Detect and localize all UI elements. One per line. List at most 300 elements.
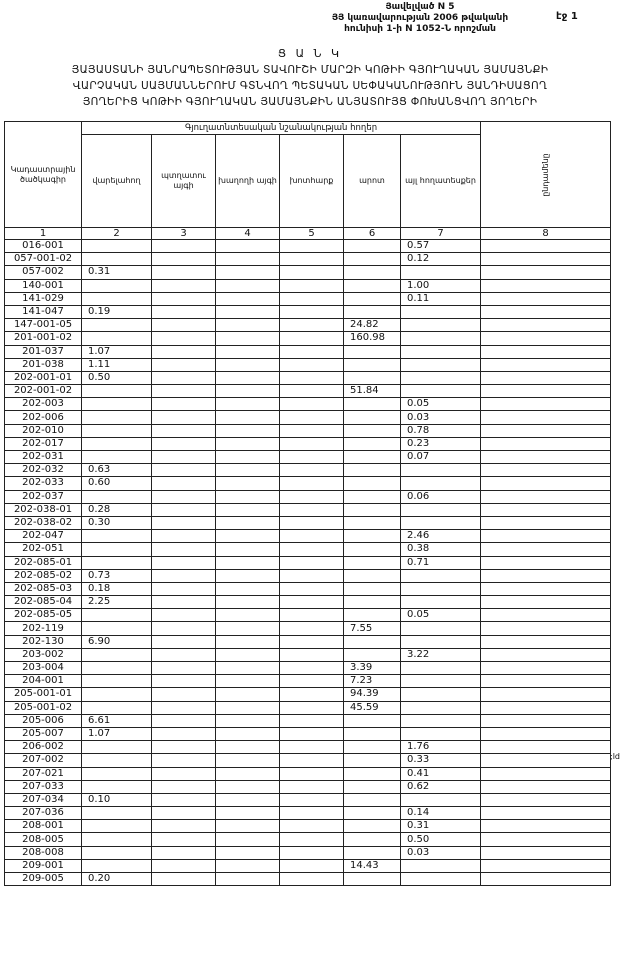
total-cell [481, 793, 611, 806]
cadastral-code-cell: 202-033 [5, 477, 82, 490]
hayfield-cell [280, 253, 344, 266]
arable-cell [82, 846, 152, 859]
total-cell [481, 859, 611, 872]
pasture-cell [344, 490, 401, 503]
total-cell [481, 609, 611, 622]
header-hayfield: խոտհարք [280, 135, 344, 228]
pasture-cell [344, 253, 401, 266]
pasture-cell [344, 754, 401, 767]
hayfield-cell [280, 292, 344, 305]
total-cell [481, 437, 611, 450]
hayfield-cell [280, 530, 344, 543]
cadastral-code-cell: 202-047 [5, 530, 82, 543]
table-row [5, 240, 611, 253]
orchard-cell [152, 451, 216, 464]
cadastral-code-cell: 202-001-02 [5, 385, 82, 398]
orchard-cell [152, 846, 216, 859]
table-row [5, 477, 611, 490]
cadastral-code-cell: 202-085-04 [5, 596, 82, 609]
table-row [5, 793, 611, 806]
other-land-cell [401, 859, 481, 872]
total-cell [481, 240, 611, 253]
total-cell [481, 688, 611, 701]
orchard-cell [152, 780, 216, 793]
vineyard-cell [216, 662, 280, 675]
orchard-cell [152, 319, 216, 332]
vineyard-cell [216, 424, 280, 437]
title-line-2: ՎԱՐՉԱԿԱՆ ՍԱՅՄԱՆՆԵՐՈՒՄ ԳՏՆՎՈՂ ՊԵՏԱԿԱՆ ՍԵՓԱԿԱՆՈՒԹՅՈՒՆ ՅԱՆԴԻՍԱՑՈՂ [72, 80, 548, 92]
cadastral-code-cell: 201-037 [5, 345, 82, 358]
hayfield-cell [280, 490, 344, 503]
table-row [5, 543, 611, 556]
table-row [5, 859, 611, 872]
other-land-cell [401, 596, 481, 609]
hayfield-cell [280, 385, 344, 398]
other-land-cell: 1.00 [401, 279, 481, 292]
cadastral-code-cell: 202-119 [5, 622, 82, 635]
vineyard-cell [216, 807, 280, 820]
vineyard-cell [216, 398, 280, 411]
vineyard-cell [216, 596, 280, 609]
hayfield-cell [280, 754, 344, 767]
table-row [5, 556, 611, 569]
other-land-cell [401, 385, 481, 398]
pasture-cell: 160.98 [344, 332, 401, 345]
header-total-label: ընդամենը [540, 152, 550, 197]
cadastral-code-cell: 141-029 [5, 292, 82, 305]
other-land-cell: 0.78 [401, 424, 481, 437]
table-row [5, 596, 611, 609]
vineyard-cell [216, 385, 280, 398]
table-row [5, 266, 611, 279]
hayfield-cell [280, 793, 344, 806]
total-cell [481, 582, 611, 595]
arable-cell: 1.07 [82, 345, 152, 358]
total-cell [481, 714, 611, 727]
hayfield-cell [280, 780, 344, 793]
arable-cell [82, 556, 152, 569]
other-land-cell: 0.03 [401, 411, 481, 424]
pasture-cell [344, 767, 401, 780]
orchard-cell [152, 754, 216, 767]
cadastral-code-cell: 208-005 [5, 833, 82, 846]
table-row [5, 319, 611, 332]
arable-cell [82, 490, 152, 503]
pasture-cell [344, 411, 401, 424]
other-land-cell [401, 582, 481, 595]
pasture-cell [344, 345, 401, 358]
cadastral-code-cell: 204-001 [5, 675, 82, 688]
vineyard-cell [216, 345, 280, 358]
arable-cell [82, 240, 152, 253]
cadastral-code-cell: 202-017 [5, 437, 82, 450]
cadastral-code-cell: 209-001 [5, 859, 82, 872]
table-row [5, 424, 611, 437]
table-row [5, 780, 611, 793]
table-row [5, 371, 611, 384]
arable-cell [82, 398, 152, 411]
pasture-cell [344, 398, 401, 411]
vineyard-cell [216, 701, 280, 714]
hayfield-cell [280, 543, 344, 556]
hayfield-cell [280, 846, 344, 859]
column-index: 8 [481, 228, 611, 240]
orchard-cell [152, 741, 216, 754]
title-line-1: ՅԱՅԱՍՏԱՆԻ ՅԱՆՐԱՊԵՏՈՒԹՅԱՆ ՏԱՎՈՒՇԻ ՄԱՐԶԻ ԿՈԹԻԻ ԳՅՈՒՂԱԿԱՆ ՅԱՄԱՅՆՔԻ [71, 64, 549, 76]
table-row [5, 332, 611, 345]
hayfield-cell [280, 332, 344, 345]
total-cell [481, 490, 611, 503]
hayfield-cell [280, 305, 344, 318]
arable-cell [82, 292, 152, 305]
cadastral-code-cell: 207-034 [5, 793, 82, 806]
other-land-cell [401, 873, 481, 886]
hayfield-cell [280, 503, 344, 516]
table-row [5, 741, 611, 754]
other-land-cell [401, 477, 481, 490]
table-row [5, 279, 611, 292]
cadastral-code-cell: 205-006 [5, 714, 82, 727]
hayfield-cell [280, 464, 344, 477]
vineyard-cell [216, 609, 280, 622]
total-cell [481, 807, 611, 820]
table-row [5, 820, 611, 833]
hayfield-cell [280, 662, 344, 675]
vineyard-cell [216, 332, 280, 345]
arable-cell: 0.30 [82, 516, 152, 529]
pasture-cell [344, 727, 401, 740]
total-cell [481, 398, 611, 411]
arable-cell [82, 754, 152, 767]
orchard-cell [152, 266, 216, 279]
total-cell [481, 873, 611, 886]
header-vineyard: խաղողի այգի [216, 135, 280, 228]
total-cell [481, 530, 611, 543]
orchard-cell [152, 556, 216, 569]
orchard-cell [152, 569, 216, 582]
pasture-cell: 51.84 [344, 385, 401, 398]
orchard-cell [152, 622, 216, 635]
title-line-3: ՅՈՂԵՐԻՑ ԿՈԹԻԻ ԳՅՈՒՂԱԿԱՆ ՅԱՄԱՅՆՔԻՆ ԱՆՅԱՏՈՒՅՑ ՓՈԽԱՆՑՎՈՂ ՅՈՂԵՐԻ [82, 96, 538, 108]
total-cell [481, 345, 611, 358]
cadastral-code-cell: 205-001-01 [5, 688, 82, 701]
orchard-cell [152, 688, 216, 701]
hayfield-cell [280, 767, 344, 780]
table-row [5, 411, 611, 424]
total-cell [481, 516, 611, 529]
orchard-cell [152, 371, 216, 384]
arable-cell: 0.10 [82, 793, 152, 806]
cadastral-code-cell: 207-033 [5, 780, 82, 793]
vineyard-cell [216, 477, 280, 490]
arable-cell [82, 780, 152, 793]
arable-cell [82, 662, 152, 675]
total-cell [481, 701, 611, 714]
orchard-cell [152, 648, 216, 661]
table-row [5, 516, 611, 529]
vineyard-cell [216, 279, 280, 292]
other-land-cell: 0.07 [401, 451, 481, 464]
other-land-cell [401, 305, 481, 318]
pasture-cell [344, 240, 401, 253]
arable-cell: 1.07 [82, 727, 152, 740]
table-row [5, 767, 611, 780]
arable-cell: 0.31 [82, 266, 152, 279]
vineyard-cell [216, 793, 280, 806]
header-other-land: այլ հողատեսքեր [401, 135, 481, 228]
hayfield-cell [280, 371, 344, 384]
total-cell [481, 464, 611, 477]
other-land-cell [401, 319, 481, 332]
arable-cell: 0.50 [82, 371, 152, 384]
vineyard-cell [216, 714, 280, 727]
hayfield-cell [280, 688, 344, 701]
column-index: 3 [152, 228, 216, 240]
total-cell [481, 648, 611, 661]
orchard-cell [152, 833, 216, 846]
orchard-cell [152, 411, 216, 424]
pasture-cell [344, 596, 401, 609]
cadastral-code-cell: 202-032 [5, 464, 82, 477]
arable-cell [82, 701, 152, 714]
header-pasture: արոտ [344, 135, 401, 228]
arable-cell [82, 332, 152, 345]
margin-note: ;ld [610, 752, 620, 761]
orchard-cell [152, 385, 216, 398]
other-land-cell [401, 464, 481, 477]
arable-cell [82, 253, 152, 266]
orchard-cell [152, 609, 216, 622]
hayfield-cell [280, 240, 344, 253]
arable-cell: 0.60 [82, 477, 152, 490]
cadastral-code-cell: 203-004 [5, 662, 82, 675]
arable-cell [82, 622, 152, 635]
vineyard-cell [216, 688, 280, 701]
table-body [5, 240, 611, 886]
orchard-cell [152, 675, 216, 688]
table-row [5, 873, 611, 886]
header-total [481, 122, 611, 228]
other-land-cell: 0.03 [401, 846, 481, 859]
orchard-cell [152, 240, 216, 253]
cadastral-code-cell: 208-001 [5, 820, 82, 833]
pasture-cell [344, 807, 401, 820]
column-index: 1 [5, 228, 82, 240]
table-row [5, 464, 611, 477]
pasture-cell [344, 873, 401, 886]
hayfield-cell [280, 516, 344, 529]
cadastral-code-cell: 147-001-05 [5, 319, 82, 332]
cadastral-code-cell: 202-001-01 [5, 371, 82, 384]
column-index: 4 [216, 228, 280, 240]
hayfield-cell [280, 569, 344, 582]
table-row [5, 807, 611, 820]
arable-cell [82, 530, 152, 543]
cadastral-code-cell: 202-003 [5, 398, 82, 411]
hayfield-cell [280, 319, 344, 332]
table-row [5, 635, 611, 648]
vineyard-cell [216, 543, 280, 556]
cadastral-code-cell: 016-001 [5, 240, 82, 253]
pasture-cell [344, 437, 401, 450]
other-land-cell [401, 332, 481, 345]
vineyard-cell [216, 305, 280, 318]
table-row [5, 609, 611, 622]
cadastral-code-cell: 202-038-01 [5, 503, 82, 516]
other-land-cell: 0.38 [401, 543, 481, 556]
cadastral-code-cell: 201-038 [5, 358, 82, 371]
vineyard-cell [216, 490, 280, 503]
table-row [5, 675, 611, 688]
other-land-cell [401, 345, 481, 358]
hayfield-cell [280, 411, 344, 424]
arable-cell: 0.28 [82, 503, 152, 516]
pasture-cell [344, 582, 401, 595]
orchard-cell [152, 332, 216, 345]
vineyard-cell [216, 503, 280, 516]
table-row [5, 292, 611, 305]
total-cell [481, 727, 611, 740]
orchard-cell [152, 701, 216, 714]
other-land-cell [401, 569, 481, 582]
orchard-cell [152, 543, 216, 556]
vineyard-cell [216, 873, 280, 886]
orchard-cell [152, 714, 216, 727]
cadastral-code-cell: 205-007 [5, 727, 82, 740]
other-land-cell: 0.23 [401, 437, 481, 450]
hayfield-cell [280, 398, 344, 411]
cadastral-code-cell: 206-002 [5, 741, 82, 754]
arable-cell [82, 820, 152, 833]
vineyard-cell [216, 556, 280, 569]
total-cell [481, 266, 611, 279]
vineyard-cell [216, 833, 280, 846]
total-cell [481, 767, 611, 780]
orchard-cell [152, 516, 216, 529]
total-cell [481, 675, 611, 688]
table-row [5, 530, 611, 543]
other-land-cell: 1.76 [401, 741, 481, 754]
pasture-cell [344, 569, 401, 582]
hayfield-cell [280, 451, 344, 464]
hayfield-cell [280, 609, 344, 622]
annex-number: Յավելված N 5 [385, 2, 455, 12]
table-header [5, 122, 611, 240]
cadastral-code-cell: 202-006 [5, 411, 82, 424]
header-agri-group: Գյուղատնտեսական նշանակության հողեր [82, 122, 481, 135]
orchard-cell [152, 767, 216, 780]
hayfield-cell [280, 807, 344, 820]
vineyard-cell [216, 727, 280, 740]
pasture-cell [344, 780, 401, 793]
arable-cell [82, 543, 152, 556]
pasture-cell [344, 371, 401, 384]
total-cell [481, 451, 611, 464]
vineyard-cell [216, 292, 280, 305]
orchard-cell [152, 859, 216, 872]
hayfield-cell [280, 358, 344, 371]
arable-cell [82, 807, 152, 820]
hayfield-cell [280, 701, 344, 714]
arable-cell: 2.25 [82, 596, 152, 609]
land-table [4, 121, 611, 886]
orchard-cell [152, 292, 216, 305]
total-cell [481, 358, 611, 371]
vineyard-cell [216, 820, 280, 833]
pasture-cell [344, 292, 401, 305]
hayfield-cell [280, 648, 344, 661]
arable-cell [82, 424, 152, 437]
other-land-cell: 0.71 [401, 556, 481, 569]
arable-cell: 0.18 [82, 582, 152, 595]
other-land-cell: 0.11 [401, 292, 481, 305]
pasture-cell: 14.43 [344, 859, 401, 872]
pasture-cell: 24.82 [344, 319, 401, 332]
vineyard-cell [216, 451, 280, 464]
arable-cell [82, 451, 152, 464]
table-row [5, 754, 611, 767]
table-row [5, 833, 611, 846]
total-cell [481, 332, 611, 345]
orchard-cell [152, 873, 216, 886]
total-cell [481, 846, 611, 859]
table-row [5, 385, 611, 398]
vineyard-cell [216, 859, 280, 872]
total-cell [481, 371, 611, 384]
total-cell [481, 820, 611, 833]
total-cell [481, 569, 611, 582]
vineyard-cell [216, 780, 280, 793]
cadastral-code-cell: 201-001-02 [5, 332, 82, 345]
other-land-cell: 0.14 [401, 807, 481, 820]
pasture-cell: 45.59 [344, 701, 401, 714]
hayfield-cell [280, 279, 344, 292]
total-cell [481, 424, 611, 437]
total-cell [481, 292, 611, 305]
arable-cell: 1.11 [82, 358, 152, 371]
annex-header [300, 2, 540, 35]
orchard-cell [152, 807, 216, 820]
pasture-cell: 7.55 [344, 622, 401, 635]
arable-cell [82, 859, 152, 872]
other-land-cell: 0.31 [401, 820, 481, 833]
annex-decree-date: հունիսի 1-ի N 1052-Ն որոշման [344, 24, 496, 34]
pasture-cell: 94.39 [344, 688, 401, 701]
cadastral-code-cell: 202-085-01 [5, 556, 82, 569]
other-land-cell: 0.05 [401, 609, 481, 622]
pasture-cell [344, 820, 401, 833]
cadastral-code-cell: 140-001 [5, 279, 82, 292]
table-row [5, 648, 611, 661]
pasture-cell [344, 266, 401, 279]
vineyard-cell [216, 516, 280, 529]
pasture-cell [344, 477, 401, 490]
table-row [5, 701, 611, 714]
other-land-cell: 0.41 [401, 767, 481, 780]
other-land-cell [401, 727, 481, 740]
arable-cell [82, 833, 152, 846]
other-land-cell [401, 675, 481, 688]
column-index: 6 [344, 228, 401, 240]
other-land-cell: 0.57 [401, 240, 481, 253]
other-land-cell [401, 688, 481, 701]
arable-cell [82, 675, 152, 688]
other-land-cell: 0.05 [401, 398, 481, 411]
total-cell [481, 596, 611, 609]
cadastral-code-cell: 202-051 [5, 543, 82, 556]
hayfield-cell [280, 437, 344, 450]
arable-cell [82, 437, 152, 450]
